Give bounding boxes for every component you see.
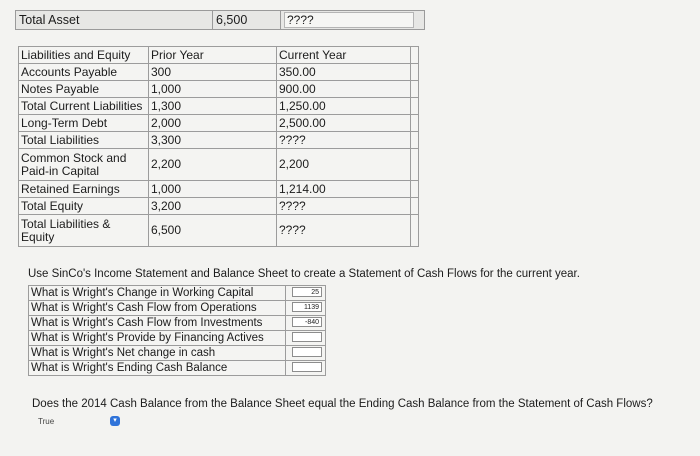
row-label: Total Current Liabilities — [19, 98, 149, 115]
answer-input[interactable] — [292, 332, 322, 342]
row-current[interactable]: 1,214.00 — [277, 181, 411, 198]
row-prior: 1,000 — [149, 181, 277, 198]
table-row — [19, 64, 419, 81]
question-text: What is Wright's Cash Flow from Investments — [29, 316, 286, 331]
instruction-text: Use SinCo's Income Statement and Balance Sheet to create a Statement of Cash Flows for the current year. — [28, 268, 580, 280]
table-row — [19, 181, 419, 198]
row-prior: 2,000 — [149, 115, 277, 132]
question-row — [29, 301, 326, 316]
question-text: What is Wright's Change in Working Capital — [29, 286, 286, 301]
table-row — [19, 81, 419, 98]
question-text: What is Wright's Provide by Financing Actives — [29, 331, 286, 346]
total-asset-current-cell[interactable] — [281, 11, 424, 29]
answer-cell[interactable] — [286, 361, 326, 376]
row-current[interactable]: ???? — [277, 215, 411, 247]
row-prior: 6,500 — [149, 215, 277, 247]
answer-input[interactable]: -840 — [292, 317, 322, 327]
row-prior: 300 — [149, 64, 277, 81]
question-row — [29, 361, 326, 376]
row-label: Total Liabilities & Equity — [19, 215, 149, 247]
table-row — [19, 132, 419, 149]
row-current[interactable]: 2,500.00 — [277, 115, 411, 132]
question-row — [29, 316, 326, 331]
question-row — [29, 346, 326, 361]
total-asset-row — [15, 10, 425, 30]
answer-cell[interactable] — [286, 301, 326, 316]
true-false-select[interactable] — [30, 414, 120, 428]
row-label: Retained Earnings — [19, 181, 149, 198]
row-label: Total Equity — [19, 198, 149, 215]
total-asset-label: Total Asset — [16, 11, 213, 29]
answer-cell[interactable] — [286, 286, 326, 301]
row-prior: 1,000 — [149, 81, 277, 98]
row-prior: 3,200 — [149, 198, 277, 215]
row-current[interactable]: ???? — [277, 132, 411, 149]
liabilities-equity-table — [18, 46, 419, 247]
answer-input[interactable]: 25 — [292, 287, 322, 297]
question-row — [29, 286, 326, 301]
row-prior: 2,200 — [149, 149, 277, 181]
row-label: Notes Payable — [19, 81, 149, 98]
question-text: What is Wright's Net change in cash — [29, 346, 286, 361]
select-value: True — [38, 416, 55, 426]
answer-cell[interactable] — [286, 346, 326, 361]
answer-cell[interactable] — [286, 316, 326, 331]
header-prior: Prior Year — [149, 47, 277, 64]
answer-input[interactable] — [292, 362, 322, 372]
table-row — [19, 215, 419, 247]
answer-cell[interactable] — [286, 331, 326, 346]
row-current[interactable]: ???? — [277, 198, 411, 215]
table-row — [19, 198, 419, 215]
row-current[interactable]: 1,250.00 — [277, 98, 411, 115]
row-prior: 3,300 — [149, 132, 277, 149]
row-current[interactable]: 900.00 — [277, 81, 411, 98]
total-asset-prior: 6,500 — [213, 11, 281, 29]
answer-input[interactable]: 1139 — [292, 302, 322, 312]
question-text: What is Wright's Cash Flow from Operations — [29, 301, 286, 316]
row-prior: 1,300 — [149, 98, 277, 115]
table-row — [19, 149, 419, 181]
table-row — [19, 115, 419, 132]
row-label: Common Stock and Paid-in Capital — [19, 149, 149, 181]
header-current: Current Year — [277, 47, 411, 64]
cash-flow-questions-table — [28, 285, 326, 376]
answer-input[interactable] — [292, 347, 322, 357]
row-label: Total Liabilities — [19, 132, 149, 149]
row-label: Long-Term Debt — [19, 115, 149, 132]
cash-balance-question: Does the 2014 Cash Balance from the Balance Sheet equal the Ending Cash Balance from the Statement of Cash Flows? — [32, 398, 653, 410]
table-header-row — [19, 47, 419, 64]
row-label: Accounts Payable — [19, 64, 149, 81]
table-row — [19, 98, 419, 115]
row-current[interactable]: 350.00 — [277, 64, 411, 81]
header-label: Liabilities and Equity — [19, 47, 149, 64]
question-row — [29, 331, 326, 346]
total-asset-current-input[interactable]: ???? — [284, 12, 414, 28]
row-current[interactable]: 2,200 — [277, 149, 411, 181]
chevron-icon[interactable]: ▾ — [110, 416, 120, 426]
question-text: What is Wright's Ending Cash Balance — [29, 361, 286, 376]
